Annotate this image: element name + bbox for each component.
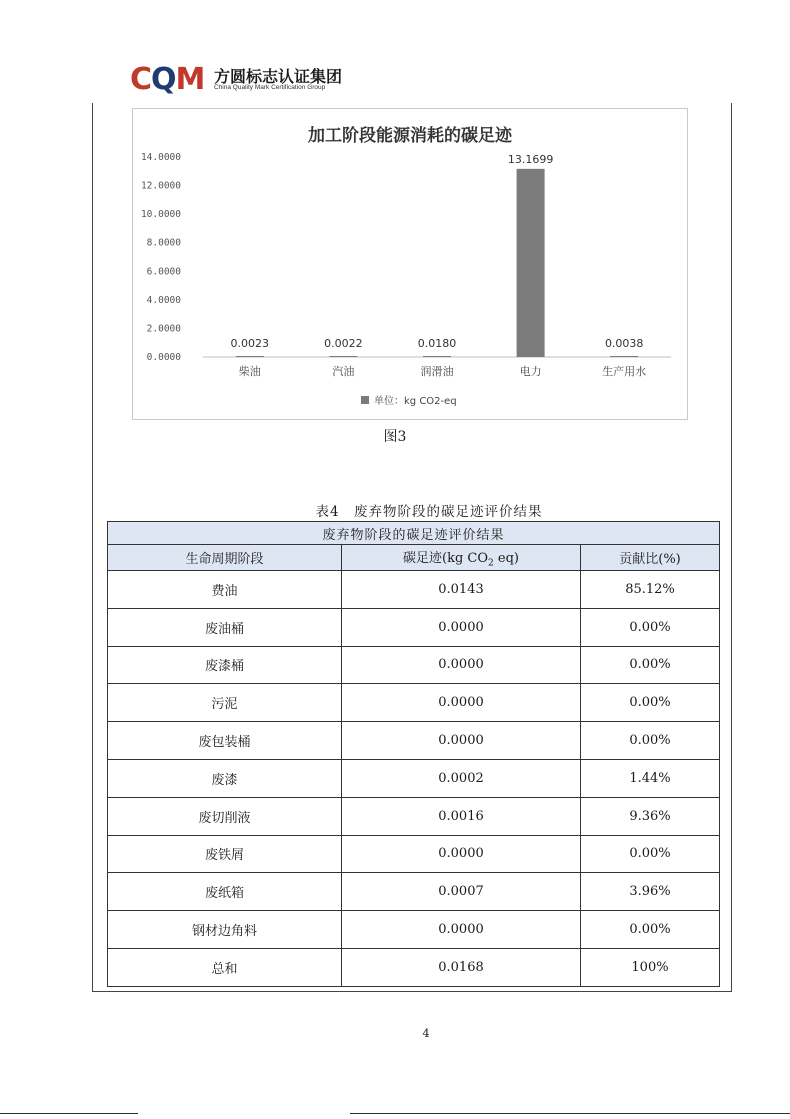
ratio-cell: 0.00% — [581, 608, 720, 646]
table-caption: 表4 废弃物阶段的碳足迹评价结果 — [315, 504, 543, 520]
stage-cell: 钢材边角料 — [108, 911, 342, 949]
x-tick-label: 汽油 — [332, 365, 355, 378]
footer-rule — [0, 1113, 138, 1114]
header-footprint: 碳足迹(kg $CO_2$ eq) — [342, 545, 581, 571]
cqm-logo: CQM — [130, 62, 205, 97]
table-row — [108, 722, 720, 760]
y-tick-label: 8.0000 — [146, 237, 181, 249]
table-row — [108, 571, 720, 609]
figure-caption: 图3 — [383, 429, 407, 445]
bar — [329, 356, 357, 357]
ratio-cell: 0.00% — [581, 835, 720, 873]
table-row — [108, 835, 720, 873]
ratio-cell: 85.12% — [581, 571, 720, 609]
ratio-cell: 3.96% — [581, 873, 720, 911]
data-label: 13.1699 — [507, 152, 554, 166]
value-cell: 0.0000 — [342, 835, 581, 873]
value-cell: 0.0000 — [342, 684, 581, 722]
x-tick-label: 电力 — [519, 365, 542, 378]
table-row-total — [108, 948, 720, 986]
table-row — [108, 608, 720, 646]
bar — [236, 356, 264, 357]
ratio-cell: 100% — [581, 948, 720, 986]
y-tick-label: 10.0000 — [140, 209, 181, 221]
y-tick-label: 12.0000 — [140, 180, 181, 192]
ratio-cell: 0.00% — [581, 722, 720, 760]
ratio-cell: 1.44% — [581, 759, 720, 797]
header-stage: 生命周期阶段 — [108, 545, 342, 571]
footer-rule — [350, 1113, 790, 1114]
stage-cell: 废切削液 — [108, 797, 342, 835]
ratio-cell: 0.00% — [581, 646, 720, 684]
x-tick-label: 生产用水 — [602, 365, 647, 378]
stage-cell: 废漆桶 — [108, 646, 342, 684]
value-cell: 0.0007 — [342, 873, 581, 911]
page-number: 4 — [422, 1027, 430, 1040]
chart-title: 加工阶段能源消耗的碳足迹 — [308, 126, 512, 146]
legend-label: 单位：kg CO2-eq — [374, 396, 457, 407]
y-tick-label: 2.0000 — [146, 323, 181, 335]
table-row — [108, 797, 720, 835]
header-ratio: 贡献比(%) — [581, 545, 720, 571]
table-row — [108, 759, 720, 797]
bar — [423, 356, 451, 357]
stage-cell: 污泥 — [108, 684, 342, 722]
value-cell: 0.0000 — [342, 608, 581, 646]
ratio-cell: 0.00% — [581, 911, 720, 949]
ratio-cell: 9.36% — [581, 797, 720, 835]
bar — [610, 356, 638, 357]
data-label: 0.0180 — [417, 337, 457, 350]
stage-cell: 废油桶 — [108, 608, 342, 646]
waste-carbon-table — [107, 521, 720, 987]
x-tick-label: 柴油 — [238, 365, 261, 378]
energy-carbon-chart — [133, 109, 687, 419]
table-row — [108, 873, 720, 911]
stage-cell: 废包装桶 — [108, 722, 342, 760]
table-row — [108, 684, 720, 722]
value-cell: 0.0000 — [342, 646, 581, 684]
stage-cell: 总和 — [108, 948, 342, 986]
y-tick-label: 4.0000 — [146, 294, 181, 306]
stage-cell: 废漆 — [108, 759, 342, 797]
data-label: 0.0022 — [324, 337, 363, 350]
value-cell: 0.0168 — [342, 948, 581, 986]
chart-container — [132, 108, 688, 420]
table-title: 废弃物阶段的碳足迹评价结果 — [108, 522, 720, 545]
org-name-cn: 方圆标志认证集团 — [214, 67, 343, 86]
page-header — [130, 60, 450, 100]
legend-swatch — [361, 396, 369, 404]
x-tick-label: 润滑油 — [420, 365, 454, 378]
org-name-en: China Quality Mark Certification Group — [214, 84, 326, 91]
y-tick-label: 14.0000 — [140, 152, 181, 163]
ratio-cell: 0.00% — [581, 684, 720, 722]
table-row — [108, 911, 720, 949]
bar — [517, 169, 545, 357]
value-cell: 0.0016 — [342, 797, 581, 835]
stage-cell: 废铁屑 — [108, 835, 342, 873]
table-row — [108, 646, 720, 684]
stage-cell: 费油 — [108, 571, 342, 609]
value-cell: 0.0143 — [342, 571, 581, 609]
data-label: 0.0023 — [230, 337, 270, 350]
stage-cell: 废纸箱 — [108, 873, 342, 911]
value-cell: 0.0000 — [342, 911, 581, 949]
value-cell: 0.0002 — [342, 759, 581, 797]
y-tick-label: 6.0000 — [146, 266, 181, 278]
data-label: 0.0038 — [604, 337, 644, 350]
y-tick-label: 0.0000 — [146, 352, 181, 363]
value-cell: 0.0000 — [342, 722, 581, 760]
